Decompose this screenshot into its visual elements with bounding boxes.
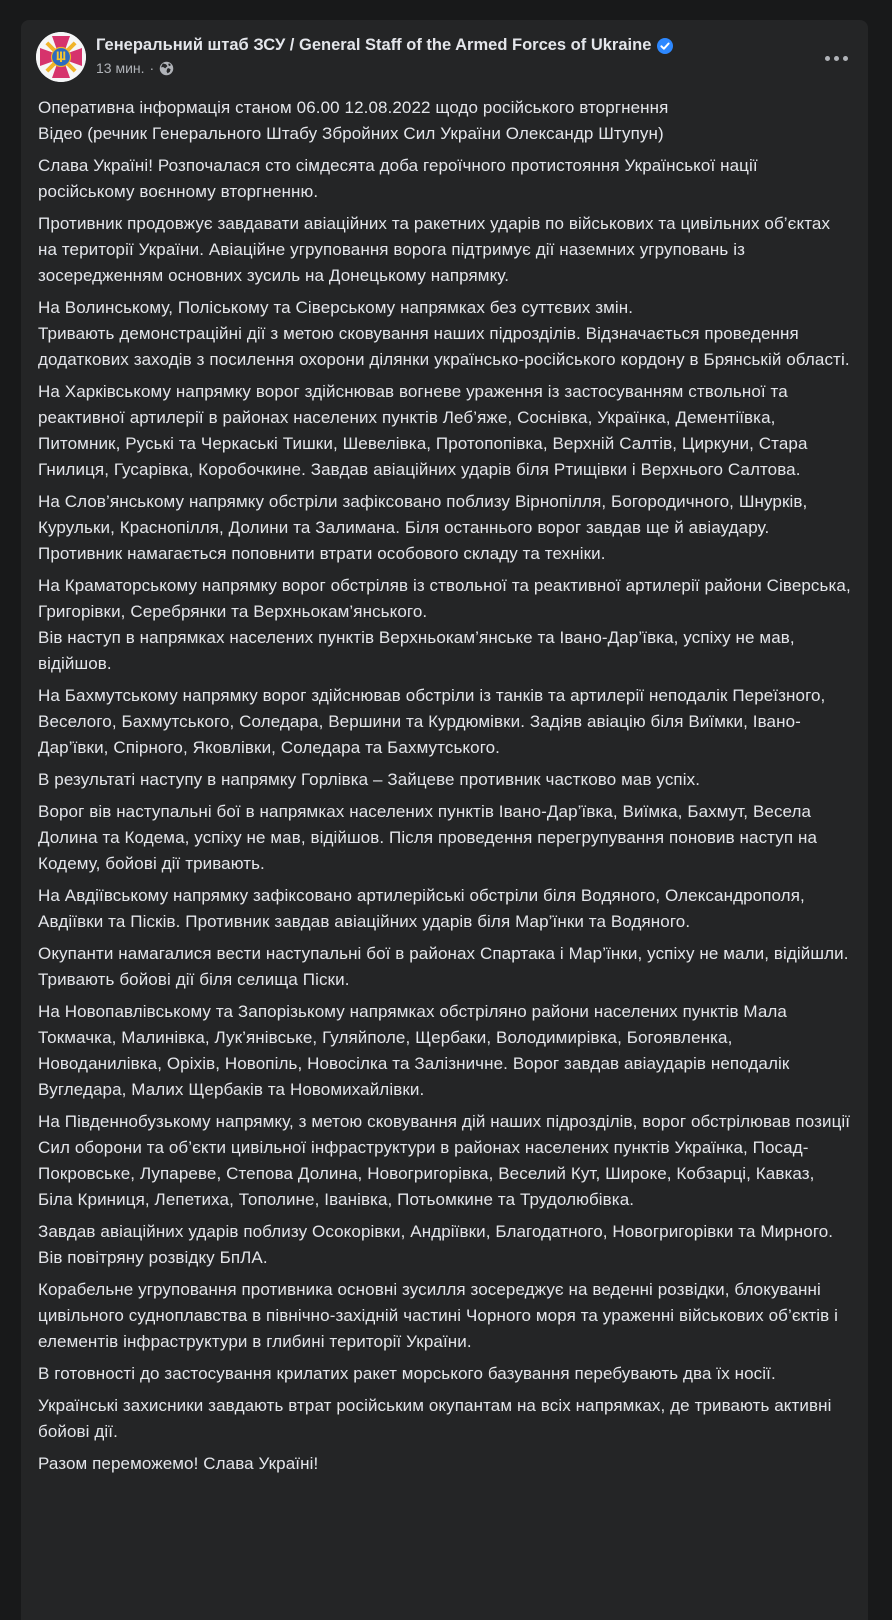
post-paragraph: Окупанти намагалися вести наступальні бої в районах Спартака і Мар’їнки, успіху не мали, відійшли. Тривають бойові дії біля селища Піски. bbox=[38, 944, 849, 989]
post-paragraph: Разом переможемо! Слава Україні! bbox=[38, 1454, 319, 1473]
page-name-row bbox=[96, 35, 818, 56]
post-paragraph: В готовності до застосування крилатих ракет морського базування перебувають два їх носії. bbox=[38, 1364, 776, 1383]
general-staff-emblem-icon bbox=[36, 32, 86, 82]
post-paragraph: На Авдіївському напрямку зафіксовано артилерійські обстріли біля Водяного, Олександрополя, Авдіївки та Пісків. Противник завдав авіаційних ударів біля Мар’їнки та Водяного. bbox=[38, 886, 805, 931]
ellipsis-dot bbox=[825, 56, 830, 61]
post-paragraph: На Волинському, Поліському та Сіверському напрямках без суттєвих змін. Тривають демонстраційні дії з метою сковування наших підрозділів. Відзначається проведення додаткових заходів з посилення охорони ділянки українсько-російського кордону в Брянській області. bbox=[38, 298, 850, 369]
avatar[interactable] bbox=[36, 32, 86, 82]
post-paragraph: Ворог вів наступальні бої в напрямках населених пунктів Івано-Дар’ївка, Виїмка, Бахмут, Весела Долина та Кодема, успіху не мав, відійшов. Після проведення перегрупування поновив наступ на Кодему, бойові дії тривають. bbox=[38, 802, 818, 873]
post-paragraph: На Харківському напрямку ворог здійснював вогневе ураження із застосуванням ствольної та реактивної артилерії в районах населених пунктів Леб’яже, Соснівка, Українка, Дементіївка, Питомник, Руські та Черкаські Тишки, Шевелівка, Протопопівка, Верхній Салтів, Циркуни, Стара Гнилиця, Гусарівка, Коробочкине. Завдав авіаційних ударів біля Ртищівки і Верхнього Салтова. bbox=[38, 382, 808, 479]
post-header bbox=[21, 20, 868, 82]
post-paragraph: Противник продовжує завдавати авіаційних та ракетних ударів по військових та цивільних об’єктах на території України. Авіаційне угруповання ворога підтримує дії наземних угруповань із зосередженням основних зусиль на Донецькому напрямку. bbox=[38, 214, 831, 285]
post-paragraph: На Бахмутському напрямку ворог здійснював обстріли із танків та артилерії неподалік Переїзного, Веселого, Бахмутського, Соледара, Вершини та Курдюмівки. Задіяв авіацію біля Виїмки, Івано-Дар’ївки, Спірного, Яковлівки, Соледара та Бахмутського. bbox=[38, 686, 826, 757]
timestamp-link[interactable]: 13 мин. bbox=[96, 60, 145, 76]
verified-badge-icon bbox=[657, 38, 673, 54]
post-paragraph: На Південнобузькому напрямку, з метою сковування дій наших підрозділів, ворог обстрілював позиції Сил оборони та об’єкти цивільної інфраструктури в районах населених пунктів Українка, Посад-Покровське, Лупареве, Степова Долина, Новогригорівка, Веселий Кут, Широке, Кобзарці, Кавказ, Біла Криниця, Лепетиха, Тополине, Іванівка, Потьомкине та Трудолюбівка. bbox=[38, 1112, 851, 1209]
ellipsis-dot bbox=[834, 56, 839, 61]
post-paragraph: Українські захисники завдають втрат російським окупантам на всіх напрямках, де тривають активні бойові дії. bbox=[38, 1396, 832, 1441]
post-paragraph: Слава Україні! Розпочалася сто сімдесята доба героїчного протистояння Української нації російському воєнному вторгненню. bbox=[38, 156, 758, 201]
globe-public-icon bbox=[159, 61, 174, 76]
ellipsis-dot bbox=[843, 56, 848, 61]
meta-separator: · bbox=[149, 60, 155, 76]
post-paragraph: На Слов’янському напрямку обстріли зафіксовано поблизу Вірнопілля, Богородичного, Шнурків, Курульки, Краснопілля, Долини та Залимана. Біля останнього ворог завдав ще й авіаудару. Противник намагається поповнити втрати особового складу та техніки. bbox=[38, 492, 808, 563]
post-paragraph: На Новопавлівському та Запорізькому напрямках обстріляно райони населених пунктів Мала Токмачка, Малинівка, Лук’янівське, Гуляйполе, Щербаки, Володимирівка, Богоявленка, Новоданилівка, Оріхів, Новопіль, Новосілка та Залізничне. Ворог завдав авіаударів неподалік Вугледара, Малих Щербаків та Новомихайлівки. bbox=[38, 1002, 790, 1099]
post-paragraph: Корабельне угруповання противника основні зусилля зосереджує на веденні розвідки, блокуванні цивільного судноплавства в північно-західній частині Чорного моря та ураженні військових об’єктів і елементів інфраструктури в глибині території України. bbox=[38, 1280, 838, 1351]
header-text bbox=[96, 32, 818, 76]
post-paragraph: Оперативна інформація станом 06.00 12.08.2022 щодо російського вторгнення Відео (речник Генерального Штабу Збройних Сил України Олександр Штупун) bbox=[38, 98, 669, 143]
post-paragraph: Завдав авіаційних ударів поблизу Осокорівки, Андріївки, Благодатного, Новогригорівки та Мирного. Вів повітряну розвідку БпЛА. bbox=[38, 1222, 834, 1267]
post-body bbox=[21, 82, 868, 1501]
post-paragraph: В результаті наступу в напрямку Горлівка – Зайцеве противник частково мав успіх. bbox=[38, 770, 701, 789]
post-meta bbox=[96, 60, 818, 76]
more-options-button[interactable] bbox=[818, 40, 854, 76]
page-title-link[interactable]: Генеральний штаб ЗСУ / General Staff of the Armed Forces of Ukraine bbox=[96, 36, 652, 54]
post-paragraph: На Краматорському напрямку ворог обстріляв із ствольної та реактивної артилерії райони Сіверська, Григорівки, Серебрянки та Верхньокам’янського. Вів наступ в напрямках населених пунктів Верхньокам’янське та Івано-Дар’ївка, успіху не мав, відійшов. bbox=[38, 576, 851, 673]
facebook-post-card bbox=[21, 20, 868, 1620]
